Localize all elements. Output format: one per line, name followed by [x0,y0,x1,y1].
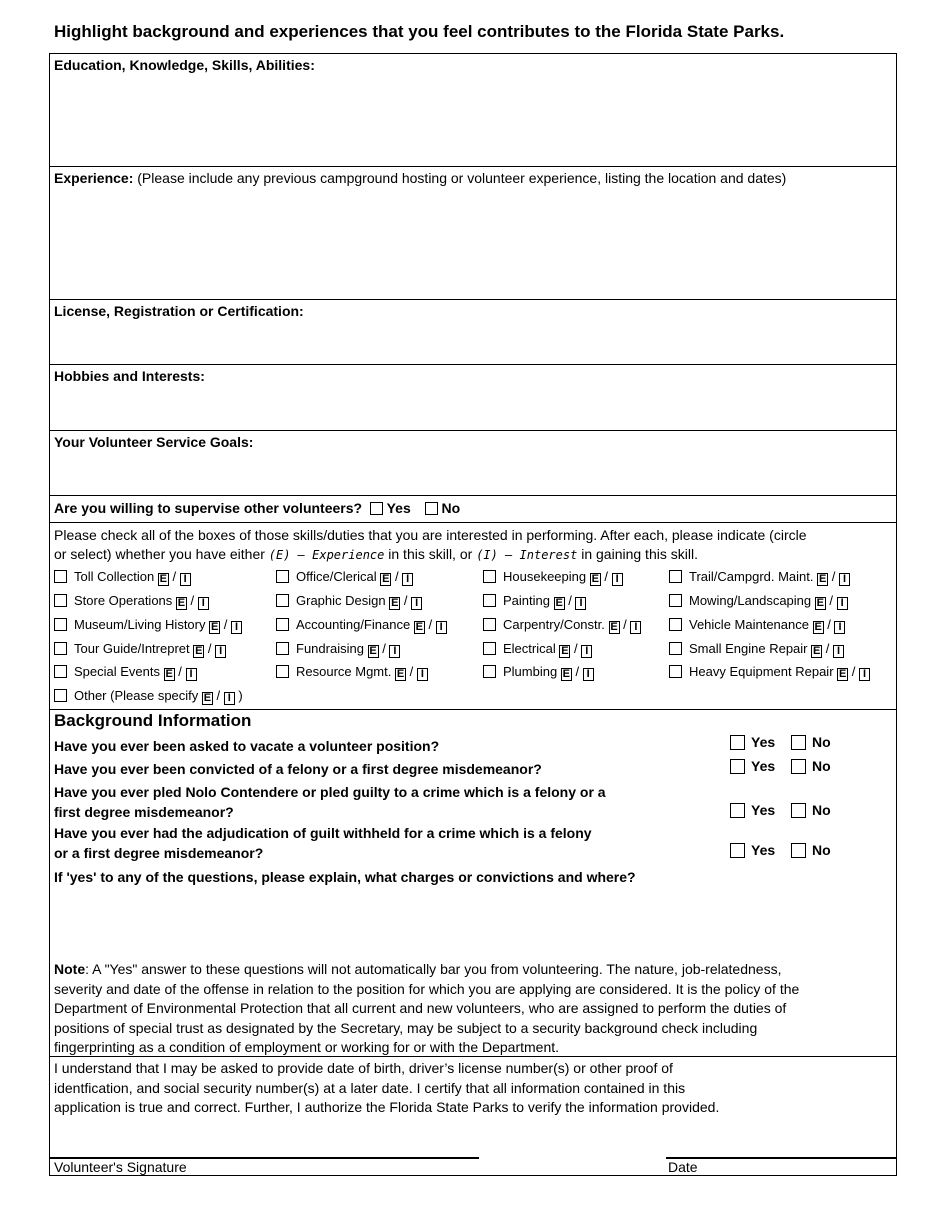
date-field[interactable] [666,1127,896,1157]
skill-label: Fundraising [296,641,364,656]
note-line1-text: : A "Yes" answer to these questions will not automatically bar you from volunteering. The nature, job-relatedness, [85,961,782,977]
license-section[interactable] [50,300,896,365]
skill-checkbox[interactable] [54,689,67,702]
experience-option[interactable]: E [210,621,219,633]
background-heading: Background Information [54,711,252,730]
experience-option[interactable]: E [396,668,405,680]
q1-yes-no [730,734,831,750]
q1-yes-checkbox[interactable] [730,735,745,750]
interest-option[interactable]: I [833,645,844,658]
skill-checkbox[interactable] [483,618,496,631]
skills-intro-b: in this skill, or [388,546,473,562]
skill-item [276,569,413,586]
interest-option[interactable]: I [411,597,422,610]
interest-option[interactable]: I [612,573,623,586]
skill-label: Other (Please specify [74,688,199,703]
interest-option[interactable]: I [224,692,235,705]
skill-item [669,617,845,634]
experience-option[interactable]: E [561,645,569,657]
skill-label: Carpentry/Constr. [503,617,605,632]
skills-intro-c: in gaining this skill. [581,546,698,562]
certify-line2: identfication, and social security number(s) at a later date. I certify that all information contained in this [54,1079,686,1096]
supervise-question [54,500,460,516]
interest-option[interactable]: I [389,645,400,658]
background-q4 [54,823,592,863]
q4-no-label: No [812,842,831,858]
interest-option[interactable]: I [837,597,848,610]
q2-yes-checkbox[interactable] [730,759,745,774]
skill-label: Toll Collection [74,569,155,584]
goals-section[interactable] [50,431,896,496]
skill-label: Accounting/Finance [296,617,411,632]
skill-label: Special Events [74,664,160,679]
skill-item [54,569,191,586]
q3-no-label: No [812,802,831,818]
interest-option[interactable]: I [186,668,197,681]
background-q1: Have you ever been asked to vacate a volunteer position? [54,738,440,754]
q3-yes-checkbox[interactable] [730,803,745,818]
experience-option[interactable]: E [391,597,399,609]
experience-option[interactable]: E [415,621,423,633]
experience-option[interactable]: E [555,597,563,609]
volunteer-form [49,53,897,1176]
supervise-section [50,496,896,523]
skill-label: Store Operations [74,593,173,608]
ei-separator: / [428,617,433,632]
q4-line1: Have you ever had the adjudication of guilt withheld for a crime which is a felony [54,825,592,841]
supervise-no-label: No [441,500,461,516]
skill-item [669,593,848,610]
certify-section [50,1057,896,1177]
skill-label: Small Engine Repair [689,641,808,656]
note-line5: fingerprinting as a condition of employment or working for or with the Department. [54,1039,560,1055]
interest-option[interactable]: I [581,645,592,658]
supervise-no-checkbox[interactable] [425,502,438,515]
skill-checkbox[interactable] [54,594,67,607]
q2-no-label: No [812,758,831,774]
skills-section [50,523,896,710]
interest-option[interactable]: I [180,573,191,586]
note-line4: positions of special trust as designated by the Secretary, may be subject to a security background check including [54,1019,758,1036]
skill-checkbox[interactable] [276,642,289,655]
date-label: Date [668,1159,698,1175]
skill-checkbox[interactable] [276,665,289,678]
skill-item [54,593,209,610]
skill-other [54,688,243,705]
skill-item [483,593,586,610]
skill-item [483,569,623,586]
q2-no-checkbox[interactable] [791,759,806,774]
experience-option[interactable]: E [814,621,822,633]
experience-option[interactable]: E [838,668,847,680]
q3-line1: Have you ever pled Nolo Contendere or pled guilty to a crime which is a felony or a [54,784,606,800]
skills-intro [54,526,807,565]
experience-option[interactable]: E [818,573,827,585]
ei-separator: / [827,617,831,632]
interest-option[interactable]: I [436,621,447,634]
note-line3: Department of Environmental Protection that all current and new volunteers, who are assigned to perform the duties of [54,1000,787,1016]
skill-checkbox[interactable] [276,570,289,583]
interest-option[interactable]: I [198,597,209,610]
q4-no-checkbox[interactable] [791,843,806,858]
background-q2: Have you ever been convicted of a felony or a first degree misdemeanor? [54,761,542,777]
ei-separator: / [623,617,627,632]
skill-checkbox[interactable] [54,618,67,631]
supervise-question-text: Are you willing to supervise other volunteers? [54,500,363,516]
certify-line1: I understand that I may be asked to provide date of birth, driver’s license number(s) or other proof of [54,1060,673,1076]
ei-separator: / [190,593,195,608]
signature-label: Volunteer's Signature [54,1159,187,1175]
experience-label [54,170,786,186]
skills-intro-line2 [54,545,807,565]
skill-item [669,641,844,658]
q1-no-label: No [812,734,831,750]
certify-text [54,1059,719,1118]
ei-separator: / [574,641,578,656]
experience-code: (E) – Experience [268,548,385,562]
skill-checkbox[interactable] [483,642,496,655]
ei-separator: / [223,617,228,632]
note-line1 [54,960,799,980]
goals-label: Your Volunteer Service Goals: [54,434,254,450]
ei-separator: / [172,569,177,584]
q1-yes-label: Yes [751,734,776,750]
experience-option[interactable]: E [159,573,167,585]
ei-separator: / [382,641,386,656]
ei-separator: / [851,664,856,679]
experience-section[interactable] [50,167,896,300]
ei-separator: / [403,593,408,608]
supervise-yes-checkbox[interactable] [370,502,383,515]
q4-yes-checkbox[interactable] [730,843,745,858]
interest-option[interactable]: I [231,621,242,634]
skill-label: Resource Mgmt. [296,664,392,679]
skills-intro-a: or select) whether you have either [54,546,265,562]
q4-line2: or a first degree misdemeanor? [54,845,264,861]
skill-label: Trail/Campgrd. Maint. [689,569,814,584]
skill-label: Museum/Living History [74,617,206,632]
interest-option[interactable]: I [215,645,226,658]
skill-checkbox[interactable] [669,618,682,631]
interest-option[interactable]: I [583,668,594,681]
experience-option[interactable]: E [610,621,618,633]
q2-yes-label: Yes [751,758,776,774]
background-q3 [54,782,606,822]
skill-item [276,593,422,610]
skill-label: Painting [503,593,550,608]
skills-intro-line1: Please check all of the boxes of those skills/duties that you are interested in performing. After each, please indicate (circle [54,527,807,543]
experience-option[interactable]: E [816,597,824,609]
experience-option[interactable]: E [382,573,390,585]
skill-label: Vehicle Maintenance [689,617,809,632]
explain-area[interactable] [54,890,890,960]
experience-option[interactable]: E [177,597,186,609]
ei-separator: / [829,593,834,608]
experience-note: (Please include any previous campground hosting or volunteer experience, listing the location and dates) [137,170,787,186]
q3-yes-label: Yes [751,802,776,818]
skill-item [54,641,226,658]
hobbies-section[interactable] [50,365,896,431]
experience-option[interactable]: E [195,645,203,657]
experience-option[interactable]: E [562,668,570,680]
skill-item [483,641,592,658]
ei-separator: / [575,664,580,679]
skill-label: Graphic Design [296,593,386,608]
experience-option[interactable]: E [165,668,173,680]
signature-field[interactable] [52,1127,478,1157]
interest-option[interactable]: I [859,668,870,681]
q4-yes-label: Yes [751,842,776,858]
experience-option[interactable]: E [203,692,212,704]
background-explain: If 'yes' to any of the questions, please explain, what charges or convictions and where? [54,869,636,885]
q3-yes-no [730,802,831,818]
skill-item [276,617,447,634]
background-section [50,710,896,1057]
skill-checkbox[interactable] [54,642,67,655]
skill-label: Housekeeping [503,569,587,584]
interest-option[interactable]: I [575,597,586,610]
skill-label: Heavy Equipment Repair [689,664,834,679]
supervise-yes-label: Yes [386,500,411,516]
ei-separator: / [216,688,221,703]
skill-item [276,664,428,681]
q3-no-checkbox[interactable] [791,803,806,818]
skill-checkbox[interactable] [669,642,682,655]
skill-checkbox[interactable] [669,594,682,607]
skill-checkbox[interactable] [669,570,682,583]
skill-checkbox[interactable] [54,665,67,678]
skill-checkbox[interactable] [276,618,289,631]
skill-item [669,664,870,681]
note-text [54,960,799,1058]
skill-item [483,617,641,634]
skill-checkbox[interactable] [483,665,496,678]
skill-checkbox[interactable] [483,594,496,607]
ei-separator: / [825,641,830,656]
skill-label: Tour Guide/Intrepret [74,641,190,656]
skill-checkbox[interactable] [54,570,67,583]
interest-option[interactable]: I [402,573,413,586]
q3-line2: first degree misdemeanor? [54,804,234,820]
interest-option[interactable]: I [417,668,428,681]
date-line [666,1157,897,1159]
experience-option[interactable]: E [591,573,599,585]
ei-separator: / [178,664,182,679]
experience-label-bold: Experience: [54,170,134,186]
skill-item [54,617,242,634]
skill-label: Plumbing [503,664,558,679]
skill-label: Office/Clerical [296,569,377,584]
skill-item [54,664,197,681]
other-close-paren: ) [238,688,243,703]
note-label: Note [54,961,86,977]
ei-separator: / [568,593,572,608]
skill-item [669,569,850,586]
interest-option[interactable]: I [839,573,850,586]
ei-separator: / [831,569,836,584]
page-title: Highlight background and experiences that you feel contributes to the Florida State Parks. [54,22,785,41]
certify-line3: application is true and correct. Further, I authorize the Florida State Parks to verify the information provided. [54,1099,720,1115]
skill-checkbox[interactable] [669,665,682,678]
education-section[interactable] [50,54,896,167]
hobbies-label: Hobbies and Interests: [54,368,205,384]
note-line2: severity and date of the offense in relation to the position for which you are applying are considered. It is the policy of the [54,980,800,997]
ei-separator: / [409,664,414,679]
q4-yes-no [730,842,831,858]
experience-option[interactable]: E [812,645,821,657]
education-label: Education, Knowledge, Skills, Abilities: [54,57,315,73]
skill-item [276,641,400,658]
ei-separator: / [394,569,399,584]
skill-item [483,664,594,681]
q1-no-checkbox[interactable] [791,735,806,750]
license-label: License, Registration or Certification: [54,303,304,319]
experience-option[interactable]: E [369,645,377,657]
ei-separator: / [604,569,608,584]
interest-code: (I) – Interest [476,548,578,562]
skill-label: Electrical [503,641,556,656]
skill-checkbox[interactable] [483,570,496,583]
skill-label: Mowing/Landscaping [689,593,812,608]
q2-yes-no [730,758,831,774]
interest-option[interactable]: I [834,621,845,634]
skill-checkbox[interactable] [276,594,289,607]
interest-option[interactable]: I [630,621,641,634]
ei-separator: / [207,641,212,656]
